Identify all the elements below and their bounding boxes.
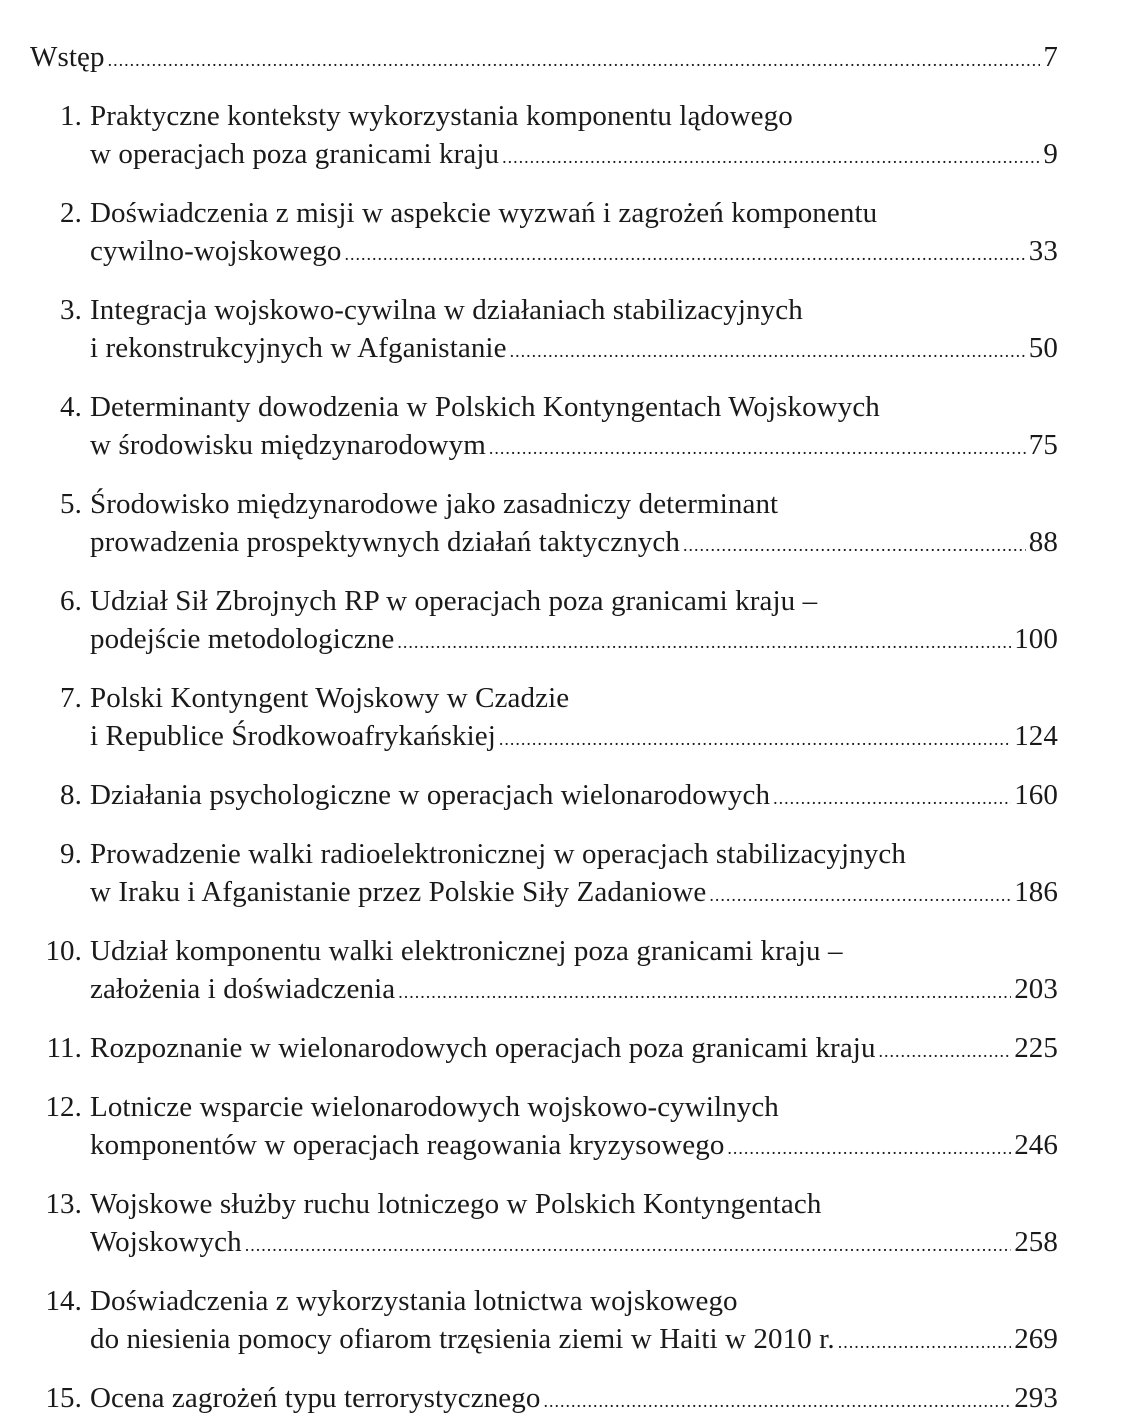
- toc-page-number: 88: [1028, 526, 1058, 558]
- dot-leader: [398, 973, 1011, 1011]
- toc-entry-12[interactable]: [30, 1088, 1058, 1167]
- toc-page-number: 124: [1014, 720, 1058, 752]
- toc-leader-line: [90, 970, 1058, 1011]
- toc-leader-line: [90, 523, 1058, 564]
- toc-entry-number: 14.: [45, 1285, 82, 1317]
- toc-entry-3[interactable]: [30, 291, 1058, 370]
- toc-entry-number: 7.: [60, 682, 82, 714]
- dot-leader: [510, 332, 1026, 370]
- toc-entry-title-line2: komponentów w operacjach reagowania kryzysowego: [90, 1129, 725, 1161]
- toc-entry-14[interactable]: [30, 1282, 1058, 1361]
- toc-entry-number: 4.: [60, 391, 82, 423]
- dot-leader: [838, 1323, 1011, 1361]
- toc-entry-number: 6.: [60, 585, 82, 617]
- toc-entry-title-line1: Środowisko międzynarodowe jako zasadniczy determinant: [90, 488, 779, 520]
- toc-entry-13[interactable]: [30, 1185, 1058, 1264]
- toc-entry-10[interactable]: [30, 932, 1058, 1011]
- toc-leader-line: [30, 38, 1058, 79]
- toc-entry-body: [90, 1282, 1058, 1361]
- toc-entry-number: 3.: [60, 294, 82, 326]
- toc-page-number: 225: [1014, 1032, 1058, 1064]
- toc-leader-line: [90, 873, 1058, 914]
- toc-entry-title: Wstęp: [30, 41, 105, 73]
- dot-leader: [489, 429, 1026, 467]
- toc-page-number: 203: [1014, 973, 1058, 1005]
- toc-entry-1[interactable]: [30, 97, 1058, 176]
- toc-entry-body: [90, 291, 1058, 370]
- toc-page-number: 293: [1014, 1382, 1058, 1414]
- toc-page-number: 7: [1043, 41, 1058, 73]
- toc-entry-4[interactable]: [30, 388, 1058, 467]
- table-of-contents: [30, 38, 1058, 1420]
- toc-entry-title-line1: Prowadzenie walki radioelektronicznej w operacjach stabilizacyjnych: [90, 838, 906, 870]
- toc-entry-title-line1: Doświadczenia z wykorzystania lotnictwa wojskowego: [90, 1285, 738, 1317]
- toc-entry-body: [30, 38, 1058, 79]
- toc-page-number: 160: [1014, 779, 1058, 811]
- toc-entry-body: [90, 1029, 1058, 1070]
- toc-entry-body: [90, 932, 1058, 1011]
- toc-entry-body: [90, 1379, 1058, 1420]
- toc-entry-7[interactable]: [30, 679, 1058, 758]
- toc-entry-number: 15.: [45, 1382, 82, 1414]
- toc-entry-title-line2: i rekonstrukcyjnych w Afganistanie: [90, 332, 507, 364]
- toc-entry-title-line2: w środowisku międzynarodowym: [90, 429, 486, 461]
- toc-entry-number: 11.: [46, 1032, 82, 1064]
- dot-leader: [397, 623, 1011, 661]
- toc-leader-line: [90, 620, 1058, 661]
- toc-entry-body: [90, 1185, 1058, 1264]
- toc-page-number: 186: [1014, 876, 1058, 908]
- toc-leader-line: [90, 1126, 1058, 1167]
- toc-entry-body: [90, 835, 1058, 914]
- toc-entry-body: [90, 582, 1058, 661]
- toc-entry-title-line2: założenia i doświadczenia: [90, 973, 396, 1005]
- dot-leader: [709, 876, 1011, 914]
- toc-entry-title-line1: Polski Kontyngent Wojskowy w Czadzie: [90, 682, 570, 714]
- toc-entry-title-line1: Doświadczenia z misji w aspekcie wyzwań i zagrożeń komponentu: [90, 197, 878, 229]
- toc-entry-title-line1: Lotnicze wsparcie wielonarodowych wojskowo-cywilnych: [90, 1091, 779, 1123]
- toc-entry-2[interactable]: [30, 194, 1058, 273]
- dot-leader: [345, 235, 1026, 273]
- toc-entry-title-line1: Integracja wojskowo-cywilna w działaniach stabilizacyjnych: [90, 294, 803, 326]
- toc-entry-title-line2: Wojskowych: [90, 1226, 242, 1258]
- toc-entry-title-line2: w operacjach poza granicami kraju: [90, 138, 500, 170]
- toc-entry-title: Rozpoznanie w wielonarodowych operacjach poza granicami kraju: [90, 1032, 876, 1064]
- toc-entry-intro[interactable]: [30, 38, 1058, 79]
- toc-entry-number: 1.: [60, 100, 82, 132]
- dot-leader: [245, 1226, 1011, 1264]
- toc-entry-title-line1: Udział komponentu walki elektronicznej poza granicami kraju –: [90, 935, 843, 967]
- toc-entry-body: [90, 485, 1058, 564]
- dot-leader: [683, 526, 1026, 564]
- toc-entry-title-line1: Determinanty dowodzenia w Polskich Kontyngentach Wojskowych: [90, 391, 880, 423]
- toc-page-number: 9: [1043, 138, 1058, 170]
- dot-leader: [727, 1129, 1011, 1167]
- toc-page-number: 100: [1014, 623, 1058, 655]
- toc-entry-6[interactable]: [30, 582, 1058, 661]
- dot-leader: [499, 720, 1011, 758]
- toc-entry-number: 5.: [60, 488, 82, 520]
- toc-leader-line: [90, 1223, 1058, 1264]
- toc-page-number: 269: [1014, 1323, 1058, 1355]
- toc-entry-body: [90, 776, 1058, 817]
- toc-leader-line: [90, 426, 1058, 467]
- toc-entry-title-line2: podejście metodologiczne: [90, 623, 395, 655]
- toc-entry-body: [90, 388, 1058, 467]
- toc-entry-title-line1: Udział Sił Zbrojnych RP w operacjach poza granicami kraju –: [90, 585, 818, 617]
- dot-leader: [543, 1382, 1011, 1420]
- dot-leader: [773, 779, 1011, 817]
- toc-entry-15[interactable]: [30, 1379, 1058, 1420]
- toc-entry-title-line2: cywilno-wojskowego: [90, 235, 342, 267]
- toc-leader-line: [90, 1379, 1058, 1420]
- toc-entry-title-line2: do niesienia pomocy ofiarom trzęsienia ziemi w Haiti w 2010 r.: [90, 1323, 835, 1355]
- toc-entry-number: 10.: [45, 935, 82, 967]
- toc-entry-8[interactable]: [30, 776, 1058, 817]
- toc-leader-line: [90, 135, 1058, 176]
- toc-page-number: 50: [1028, 332, 1058, 364]
- toc-leader-line: [90, 329, 1058, 370]
- toc-entry-5[interactable]: [30, 485, 1058, 564]
- toc-entry-number: 9.: [60, 838, 82, 870]
- toc-entry-number: 2.: [60, 197, 82, 229]
- toc-entry-body: [90, 97, 1058, 176]
- toc-entry-title-line1: Wojskowe służby ruchu lotniczego w Polskich Kontyngentach: [90, 1188, 822, 1220]
- dot-leader: [879, 1032, 1012, 1070]
- toc-entry-number: 12.: [45, 1091, 82, 1123]
- toc-entry-title-line2: i Republice Środkowoafrykańskiej: [90, 720, 496, 752]
- toc-entry-body: [90, 679, 1058, 758]
- toc-leader-line: [90, 1320, 1058, 1361]
- toc-entry-number: 8.: [60, 779, 82, 811]
- toc-entry-9[interactable]: [30, 835, 1058, 914]
- toc-page-number: 75: [1028, 429, 1058, 461]
- toc-entry-body: [90, 1088, 1058, 1167]
- toc-entry-title: Działania psychologiczne w operacjach wielonarodowych: [90, 779, 771, 811]
- toc-entry-title: Ocena zagrożeń typu terrorystycznego: [90, 1382, 541, 1414]
- toc-entry-number: 13.: [45, 1188, 82, 1220]
- toc-entry-title-line2: prowadzenia prospektywnych działań taktycznych: [90, 526, 681, 558]
- toc-leader-line: [90, 717, 1058, 758]
- toc-leader-line: [90, 232, 1058, 273]
- toc-entry-11[interactable]: [30, 1029, 1058, 1070]
- toc-entry-title-line1: Praktyczne konteksty wykorzystania komponentu lądowego: [90, 100, 793, 132]
- toc-entry-body: [90, 194, 1058, 273]
- toc-page-number: 246: [1014, 1129, 1058, 1161]
- toc-page-number: 258: [1014, 1226, 1058, 1258]
- dot-leader: [502, 138, 1040, 176]
- dot-leader: [108, 41, 1041, 79]
- toc-entry-title-line2: w Iraku i Afganistanie przez Polskie Siły Zadaniowe: [90, 876, 707, 908]
- toc-leader-line: [90, 776, 1058, 817]
- toc-page-number: 33: [1028, 235, 1058, 267]
- toc-leader-line: [90, 1029, 1058, 1070]
